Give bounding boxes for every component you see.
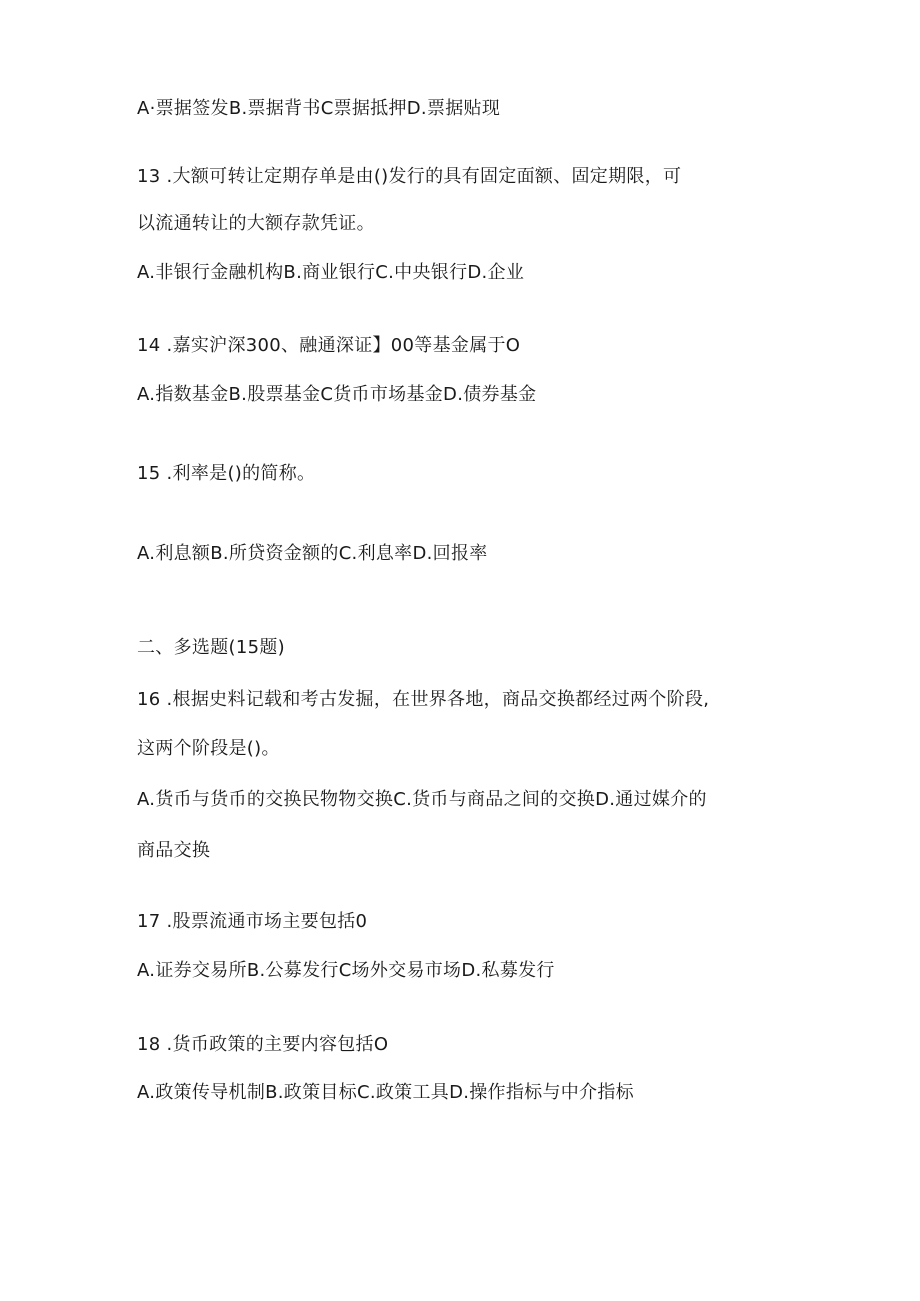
q13-stem-line1: 13 .大额可转让定期存单是由()发行的具有固定面额、固定期限，可 bbox=[137, 166, 682, 187]
q16-stem-line2: 这两个阶段是()。 bbox=[137, 738, 280, 759]
section-heading-multiple-choice: 二、多选题(15题) bbox=[137, 637, 285, 658]
q12-options: A·票据签发B.票据背书C票据抵押D.票据贴现 bbox=[137, 98, 501, 119]
q14-stem: 14 .嘉实沪深300、融通深证】00等基金属于O bbox=[137, 335, 521, 356]
q15-options: A.利息额B.所贷资金额的C.利息率D.回报率 bbox=[137, 543, 488, 564]
q16-options-line1: A.货币与货币的交换民物物交换C.货币与商品之间的交换D.通过媒介的 bbox=[137, 789, 707, 810]
q18-stem: 18 .货币政策的主要内容包括O bbox=[137, 1034, 389, 1055]
q17-options: A.证券交易所B.公募发行C场外交易市场D.私募发行 bbox=[137, 960, 555, 981]
q16-stem-line1: 16 .根据史料记载和考古发掘，在世界各地，商品交换都经过两个阶段, bbox=[137, 689, 710, 710]
q15-stem: 15 .利率是()的简称。 bbox=[137, 463, 316, 484]
q18-options: A.政策传导机制B.政策目标C.政策工具D.操作指标与中介指标 bbox=[137, 1082, 634, 1103]
q16-options-line2: 商品交换 bbox=[137, 840, 211, 861]
q17-stem: 17 .股票流通市场主要包括0 bbox=[137, 911, 368, 932]
q14-options: A.指数基金B.股票基金C货币市场基金D.债券基金 bbox=[137, 384, 537, 405]
q13-stem-line2: 以流通转让的大额存款凭证。 bbox=[137, 213, 375, 234]
q13-options: A.非银行金融机构B.商业银行C.中央银行D.企业 bbox=[137, 262, 525, 283]
